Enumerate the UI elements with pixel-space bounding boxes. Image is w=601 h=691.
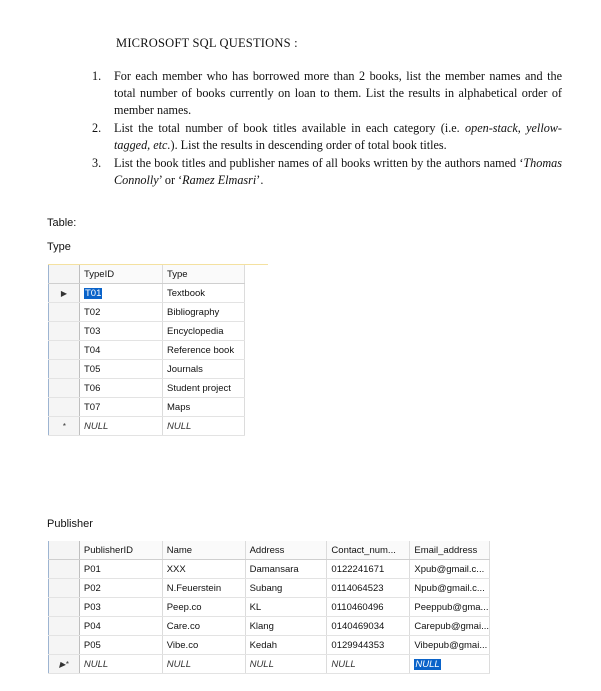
table-cell[interactable]: Bibliography: [163, 303, 245, 322]
header-row: [49, 541, 490, 560]
table-cell[interactable]: P02: [79, 579, 162, 598]
table-cell[interactable]: P05: [79, 636, 162, 655]
table-cell[interactable]: P04: [79, 617, 162, 636]
new-row[interactable]: [49, 655, 490, 674]
table-cell[interactable]: Journals: [163, 360, 245, 379]
table-cell[interactable]: 0122241671: [327, 560, 410, 579]
question-1: [92, 68, 562, 119]
table-cell[interactable]: T04: [80, 341, 163, 360]
question-3: [92, 155, 562, 189]
question-number: 3.: [92, 156, 102, 170]
question-text: List the total number of book titles available in each category (i.e. open-stack, yellow-tagged, etc.). List the results in descending order of total book titles.: [114, 121, 562, 152]
row-selector[interactable]: [49, 303, 80, 322]
row-selector[interactable]: [49, 579, 80, 598]
row-selector-header[interactable]: [49, 265, 80, 284]
table-cell[interactable]: 0129944353: [327, 636, 410, 655]
current-row-indicator-icon[interactable]: ▶: [49, 284, 80, 303]
table-cell[interactable]: T02: [80, 303, 163, 322]
table-cell[interactable]: Npub@gmail.c...: [410, 579, 490, 598]
row-selector-header[interactable]: [49, 541, 80, 560]
column-header-name[interactable]: Name: [162, 541, 245, 560]
type-table: [48, 265, 245, 436]
table-cell[interactable]: Maps: [163, 398, 245, 417]
table-cell[interactable]: Vibepub@gmai...: [410, 636, 490, 655]
row-selector[interactable]: [49, 598, 80, 617]
table-cell[interactable]: Student project: [163, 379, 245, 398]
question-text: For each member who has borrowed more than 2 books, list the member names and the total number of books currently on loan to them. List the results in alphabetical order of member names.: [114, 69, 562, 117]
table-cell[interactable]: NULL: [163, 417, 245, 436]
question-text: List the book titles and publisher names of all books written by the authors named ‘Thomas Connolly’ or ‘Ramez Elmasri’.: [114, 156, 562, 187]
column-header-publisherid[interactable]: PublisherID: [79, 541, 162, 560]
table-cell[interactable]: Xpub@gmail.c...: [410, 560, 490, 579]
type-table-title: Type: [47, 241, 71, 253]
table-cell[interactable]: T05: [80, 360, 163, 379]
new-row-indicator-icon[interactable]: *: [49, 417, 80, 436]
table-cell[interactable]: Care.co: [162, 617, 245, 636]
table-cell[interactable]: Kedah: [245, 636, 327, 655]
table-row[interactable]: [49, 379, 245, 398]
table-cell[interactable]: NULL: [162, 655, 245, 674]
row-selector[interactable]: [49, 360, 80, 379]
table-cell[interactable]: P03: [79, 598, 162, 617]
table-cell[interactable]: T07: [80, 398, 163, 417]
table-label: Table:: [47, 217, 77, 229]
row-selector[interactable]: [49, 379, 80, 398]
table-cell[interactable]: Klang: [245, 617, 327, 636]
table-cell[interactable]: T06: [80, 379, 163, 398]
table-cell[interactable]: NULL: [327, 655, 410, 674]
table-cell[interactable]: Encyclopedia: [163, 322, 245, 341]
table-row[interactable]: [49, 341, 245, 360]
table-row[interactable]: [49, 560, 490, 579]
header-row: [49, 265, 245, 284]
table-cell[interactable]: N.Feuerstein: [162, 579, 245, 598]
table-row[interactable]: [49, 636, 490, 655]
table-row[interactable]: [49, 303, 245, 322]
table-row[interactable]: [49, 617, 490, 636]
question-number: 1.: [92, 69, 102, 83]
table-row[interactable]: [49, 398, 245, 417]
table-cell[interactable]: Damansara: [245, 560, 327, 579]
table-cell[interactable]: NULL: [410, 655, 490, 674]
table-cell[interactable]: NULL: [245, 655, 327, 674]
question-2: [92, 120, 562, 154]
table-cell[interactable]: Peep.co: [162, 598, 245, 617]
table-row[interactable]: [49, 598, 490, 617]
table-cell[interactable]: Carepub@gmai...: [410, 617, 490, 636]
table-cell[interactable]: Reference book: [163, 341, 245, 360]
table-cell[interactable]: T01: [80, 284, 163, 303]
document-heading: MICROSOFT SQL QUESTIONS :: [116, 36, 298, 50]
table-cell[interactable]: P01: [79, 560, 162, 579]
table-row[interactable]: [49, 579, 490, 598]
new-row[interactable]: [49, 417, 245, 436]
row-selector[interactable]: [49, 341, 80, 360]
table-cell[interactable]: NULL: [80, 417, 163, 436]
publisher-table: [48, 541, 490, 674]
question-number: 2.: [92, 121, 102, 135]
row-selector[interactable]: [49, 560, 80, 579]
table-cell[interactable]: 0140469034: [327, 617, 410, 636]
table-cell[interactable]: 0114064523: [327, 579, 410, 598]
table-cell[interactable]: KL: [245, 598, 327, 617]
column-header-type[interactable]: Type: [163, 265, 245, 284]
row-selector[interactable]: [49, 322, 80, 341]
column-header-address[interactable]: Address: [245, 541, 327, 560]
table-cell[interactable]: Vibe.co: [162, 636, 245, 655]
table-row[interactable]: [49, 284, 245, 303]
table-cell[interactable]: Peeppub@gma...: [410, 598, 490, 617]
table-row[interactable]: [49, 360, 245, 379]
column-header-contact-num[interactable]: Contact_num...: [327, 541, 410, 560]
table-cell[interactable]: Textbook: [163, 284, 245, 303]
row-selector[interactable]: [49, 636, 80, 655]
new-row-indicator-icon[interactable]: ▶*: [49, 655, 80, 674]
table-cell[interactable]: 0110460496: [327, 598, 410, 617]
table-cell[interactable]: XXX: [162, 560, 245, 579]
question-list: [92, 68, 562, 190]
table-row[interactable]: [49, 322, 245, 341]
table-cell[interactable]: Subang: [245, 579, 327, 598]
column-header-typeid[interactable]: TypeID: [80, 265, 163, 284]
row-selector[interactable]: [49, 398, 80, 417]
publisher-table-title: Publisher: [47, 518, 93, 530]
row-selector[interactable]: [49, 617, 80, 636]
table-cell[interactable]: NULL: [79, 655, 162, 674]
table-cell[interactable]: T03: [80, 322, 163, 341]
column-header-email-address[interactable]: Email_address: [410, 541, 490, 560]
